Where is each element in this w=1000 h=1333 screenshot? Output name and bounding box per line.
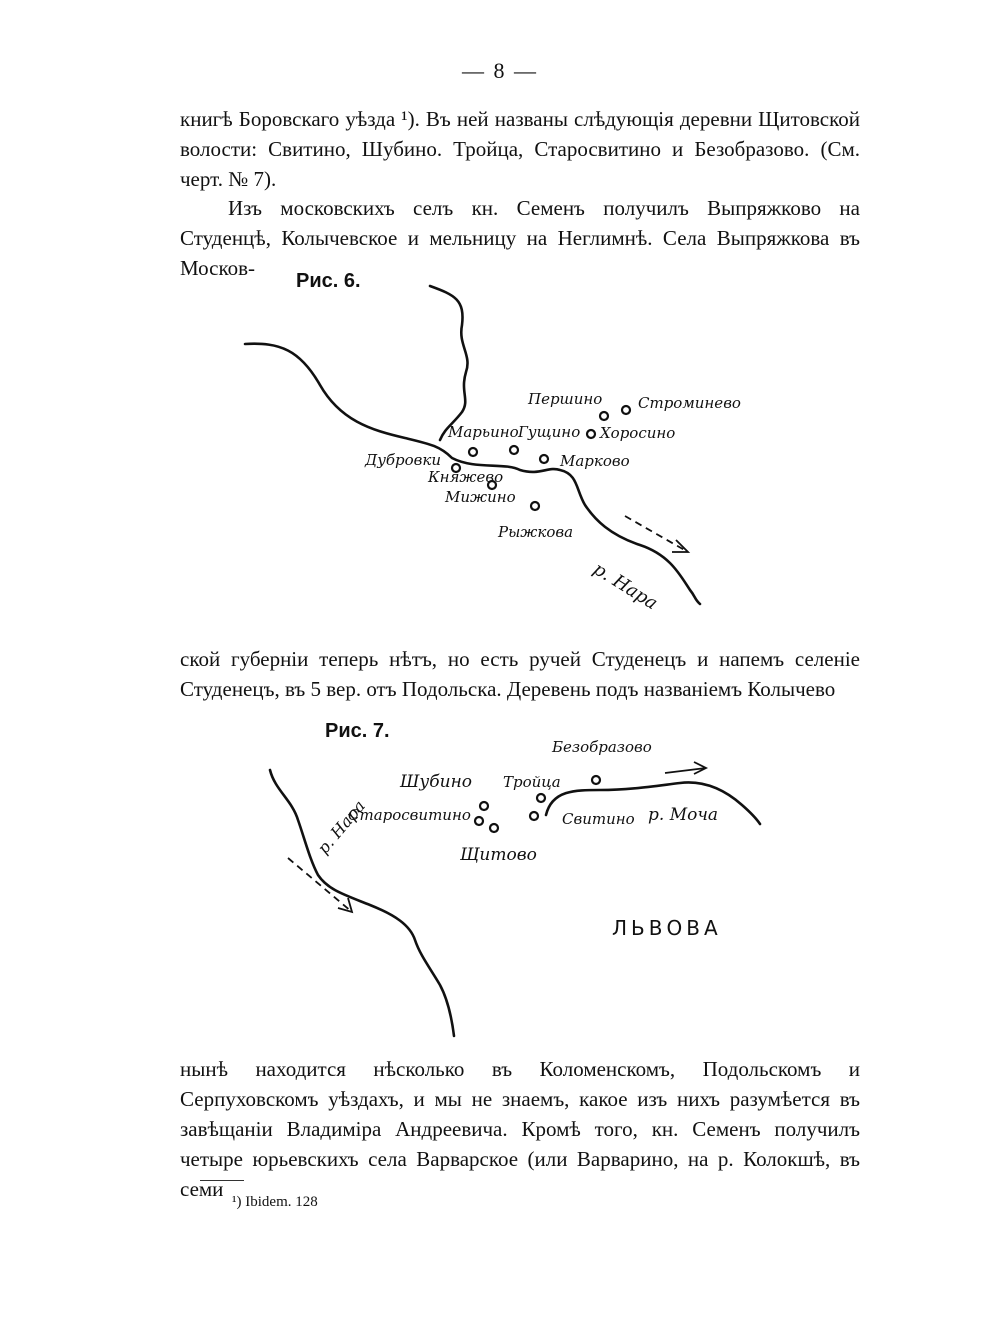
village-marker	[480, 802, 488, 810]
village-label: Шубино	[400, 772, 473, 792]
village-label: Марково	[560, 452, 630, 470]
village-label: Тройца	[503, 773, 561, 791]
village-marker	[530, 812, 538, 820]
river-label: р. Нара	[313, 796, 370, 858]
paragraph-bottom: нынѣ находится нѣсколько въ Коломенскомъ, Подольскомъ и Серпуховскомъ уѣздахъ, и мы не знаемъ, какое изъ нихъ разумѣется въ завѣщаніи Владиміра Андреевича. Кромѣ того, кн. Семенъ получилъ четыре юрьевскихъ села Варварское (или Варварино, на р. Колокшѣ, въ семи	[180, 1057, 860, 1201]
village-label: Мижино	[445, 488, 516, 506]
page-number: — 8 —	[462, 58, 538, 83]
village-marker	[592, 776, 600, 784]
village-marker	[490, 824, 498, 832]
village-label: Строминево	[638, 394, 741, 412]
village-marker	[475, 817, 483, 825]
village-label: Безобразово	[552, 738, 652, 756]
village-label: Марьино	[448, 423, 519, 441]
river-label: р. Моча	[648, 805, 719, 825]
footnote: ¹) Ibidem. 128	[232, 1194, 318, 1210]
paragraph-middle: ской губерніи теперь нѣтъ, но есть ручей Студенецъ и напемъ селеніе Студенецъ, въ 5 вер. отъ Подольска. Деревень подъ названіемъ Колычево	[180, 647, 860, 701]
village-label: Свитино	[562, 810, 635, 828]
village-label: Хоросино	[600, 424, 676, 442]
figure-6-label: Рис. 6.	[296, 270, 361, 292]
flow-arrow-nara	[288, 858, 352, 912]
village-label: Щитово	[460, 845, 537, 865]
village-label: Першино	[528, 390, 603, 408]
paragraph-top-continued: Изъ московскихъ селъ кн. Семенъ получилъ Выпряжково на Студенцѣ, Колычевское и мельницу на Неглимнѣ. Села Выпряжкова въ Москов-	[180, 196, 860, 280]
river-label: р. Нара	[589, 558, 662, 615]
village-label: Гущино	[518, 423, 581, 441]
paragraph-top: книгѣ Боровскаго уѣзда ¹). Въ ней названы слѣдующія деревни Щитовской волости: Свитино, Шубино. Тройца, Старосвитино и Безобразово. (См. черт. № 7).	[180, 107, 860, 191]
village-label: Княжево	[428, 468, 504, 486]
village-label: Рыжкова	[498, 523, 574, 541]
village-marker	[537, 794, 545, 802]
figure-7-label: Рис. 7.	[325, 720, 390, 742]
village-label: Старосвитино	[348, 806, 471, 824]
region-label: ЛЬВОВА	[612, 916, 722, 940]
footnote-rule	[200, 1180, 244, 1181]
village-label: Дубровки	[365, 451, 442, 469]
